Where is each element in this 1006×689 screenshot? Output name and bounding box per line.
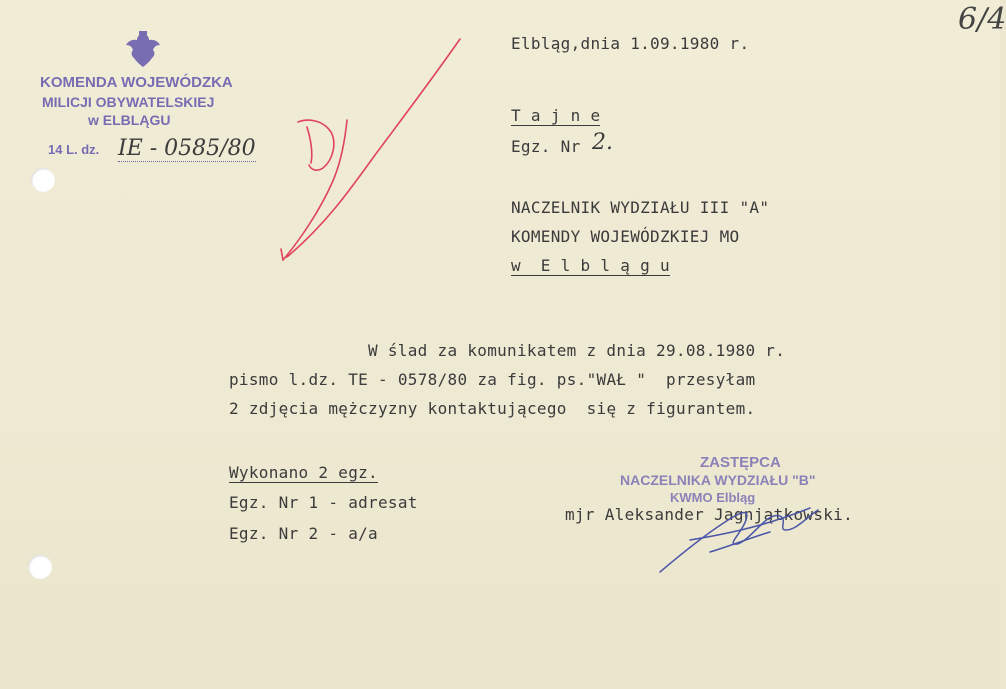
distribution-copy-2: Egz. Nr 2 - a/a <box>229 524 378 543</box>
distribution-heading: Wykonano 2 egz. <box>229 463 378 482</box>
eagle-emblem-icon <box>122 30 164 70</box>
body-line-3: 2 zdjęcia mężczyzny kontaktującego się z figurantem. <box>229 399 756 418</box>
place-date: Elbląg,dnia 1.09.1980 r. <box>511 34 750 53</box>
copy-label: Egz. Nr <box>511 137 581 156</box>
stamp-line-2: MILICJI OBYWATELSKIEJ <box>42 94 215 110</box>
stamp-ref-number: IE - 0585/80 <box>118 136 256 161</box>
signature-icon <box>650 480 830 580</box>
stamp-line-1: KOMENDA WOJEWÓDZKA <box>40 74 233 91</box>
recipient-line-3: w E l b l ą g u <box>511 256 670 275</box>
classification: T a j n e <box>511 106 601 125</box>
body-line-1: W ślad za komunikatem z dnia 29.08.1980 r. <box>368 341 786 360</box>
recipient-line-1: NACZELNIK WYDZIAŁU III "A" <box>511 198 770 217</box>
recipient-line-2: KOMENDY WOJEWÓDZKIEJ MO <box>511 227 740 246</box>
punch-hole-top <box>31 168 55 192</box>
stamp-line-3: w ELBLĄGU <box>88 112 171 128</box>
signature-stamp-line-3: KWMO Elbląg <box>670 490 756 505</box>
signature-stamp-line-1: ZASTĘPCA <box>700 454 781 471</box>
punch-hole-bottom <box>28 555 52 579</box>
copy-number: 2. <box>592 130 613 155</box>
stamp-ref-prefix: 14 L. dz. <box>48 142 100 157</box>
pencil-mark-icon <box>275 35 470 270</box>
distribution-copy-1: Egz. Nr 1 - adresat <box>229 493 418 512</box>
signature-stamp-line-2: NACZELNIKA WYDZIAŁU "B" <box>620 472 816 488</box>
body-line-2: pismo l.dz. TE - 0578/80 za fig. ps."WAŁ " przesyłam <box>229 370 756 389</box>
page-number: 6/4 <box>958 2 1006 37</box>
signatory: mjr Aleksander Jagnjątkowski. <box>565 505 854 524</box>
